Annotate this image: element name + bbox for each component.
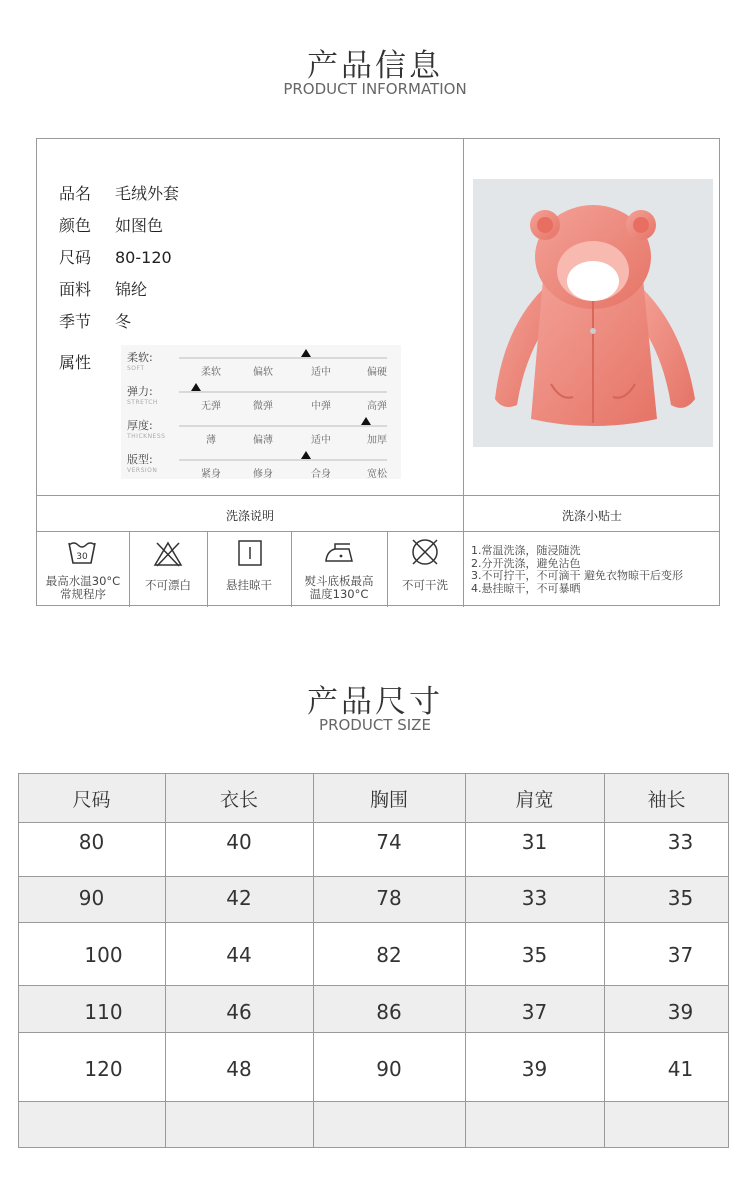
hang-dry-label: 悬挂晾干 [226, 578, 272, 592]
iron-label: 熨斗底板最高 温度130°C [304, 574, 374, 601]
table-cell: 48 [226, 1057, 252, 1081]
attr-size: 尺码 80-120 [59, 248, 172, 267]
table-gridline [18, 1147, 729, 1148]
wash-cell-bleach [129, 531, 207, 607]
divider [463, 139, 464, 531]
no-dry-clean-icon [410, 537, 440, 567]
attr-fabric: 面料 锦纶 [59, 280, 148, 299]
section-subtitle-info: PRODUCT INFORMATION [283, 80, 467, 98]
wash-30-icon [67, 539, 97, 565]
hang-dry-icon [237, 539, 263, 567]
property-sublabel: THICKNESS [127, 433, 166, 440]
property-option: 宽松 [367, 469, 387, 480]
table-gridline [18, 1101, 729, 1102]
section-subtitle-size: PRODUCT SIZE [319, 716, 431, 734]
table-cell: 44 [226, 943, 252, 967]
property-option: 适中 [311, 435, 331, 446]
property-option: 中弹 [311, 401, 331, 412]
property-track [179, 357, 387, 359]
table-gridline [18, 1032, 729, 1033]
property-label: 厚度: [127, 419, 153, 432]
wash-cell-dryclean [387, 531, 463, 607]
property-track [179, 391, 387, 393]
table-cell: 33 [521, 886, 548, 910]
wash-tips-title: 洗涤小贴士 [561, 509, 622, 523]
property-label: 柔软: [127, 351, 153, 364]
wash-instructions-title: 洗涤说明 [225, 509, 274, 523]
table-gridline [18, 822, 729, 823]
table-cell: 33 [667, 830, 694, 854]
table-cell: 31 [521, 830, 548, 854]
divider [37, 495, 719, 496]
jacket-image [473, 179, 713, 447]
table-cell: 90 [376, 1057, 402, 1081]
section-title-size: 产品尺寸 [307, 684, 443, 720]
table-gridline [18, 876, 729, 877]
table-cell: 37 [667, 943, 694, 967]
property-marker-icon [301, 349, 311, 357]
wash-tip: 3.不可拧干，不可滴干 避免衣物晾干后变形 [471, 569, 683, 582]
property-option: 偏软 [253, 367, 273, 378]
wash-temp-label: 最高水温30°C 常规程序 [45, 574, 121, 601]
attr-color: 颜色 如图色 [59, 216, 164, 235]
table-cell: 74 [376, 830, 402, 854]
property-option: 偏硬 [367, 367, 387, 378]
section-title-info: 产品信息 [307, 48, 443, 84]
property-marker-icon [301, 451, 311, 459]
table-cell: 90 [78, 886, 105, 910]
svg-text:30: 30 [76, 552, 88, 562]
table-cell: 86 [376, 1000, 402, 1024]
table-cell: 39 [667, 1000, 694, 1024]
wash-tip: 2.分开洗涤，避免沾色 [471, 556, 581, 570]
property-marker-icon [361, 417, 371, 425]
table-cell: 35 [667, 886, 694, 910]
table-header-cell: 衣长 [219, 789, 258, 811]
table-cell: 41 [667, 1057, 694, 1081]
property-option: 加厚 [367, 435, 387, 446]
attr-season: 季节 冬 [59, 312, 132, 331]
table-cell: 100 [84, 943, 123, 967]
property-track [179, 425, 387, 427]
property-option: 偏薄 [253, 435, 273, 446]
divider [463, 531, 464, 607]
property-option: 微弹 [253, 401, 273, 412]
wash-tips-list [471, 545, 683, 595]
iron-icon [323, 541, 355, 565]
wash-tip: 4.悬挂晾干，不可暴晒 [471, 581, 581, 595]
property-option: 无弹 [201, 401, 221, 412]
property-option: 适中 [311, 367, 331, 378]
property-sublabel: SOFT [127, 365, 145, 372]
property-track [179, 459, 387, 461]
table-cell: 40 [226, 830, 252, 854]
table-cell: 82 [376, 943, 402, 967]
property-option: 柔软 [201, 367, 221, 378]
wash-cell-temp [37, 531, 129, 607]
attr-properties-label: 属性 [59, 353, 92, 372]
wash-tip: 1.常温洗涤，随浸随洗 [471, 544, 581, 557]
wash-cell-hang [207, 531, 291, 607]
no-bleach-icon [153, 541, 183, 567]
table-cell: 46 [226, 1000, 252, 1024]
product-info-panel [36, 138, 720, 606]
property-option: 薄 [206, 435, 216, 446]
table-gridline [18, 985, 729, 986]
size-table [18, 773, 729, 1148]
table-cell: 42 [226, 886, 252, 910]
table-gridline [18, 773, 729, 774]
product-photo [473, 179, 713, 447]
table-cell: 35 [521, 943, 548, 967]
attr-name: 品名 毛绒外套 [59, 184, 180, 203]
table-cell: 39 [521, 1057, 548, 1081]
property-option: 修身 [253, 469, 273, 480]
property-sublabel: VERSION [127, 467, 158, 474]
property-label: 版型: [127, 453, 153, 466]
property-label: 弹力: [127, 385, 153, 398]
table-header-cell: 尺码 [72, 789, 111, 811]
table-gridline [604, 773, 605, 1148]
property-option: 合身 [311, 469, 331, 480]
table-cell: 110 [84, 1000, 123, 1024]
table-cell: 78 [376, 886, 402, 910]
no-bleach-label: 不可漂白 [145, 578, 191, 592]
no-dry-clean-label: 不可干洗 [402, 578, 448, 592]
table-cell: 80 [78, 830, 105, 854]
property-option: 高弹 [367, 401, 387, 412]
table-header-cell: 胸围 [369, 789, 408, 811]
property-sublabel: STRETCH [127, 399, 158, 406]
property-option: 紧身 [201, 469, 221, 480]
properties-scale [121, 345, 401, 479]
table-cell: 120 [84, 1057, 123, 1081]
table-cell: 37 [521, 1000, 548, 1024]
table-row-bg [18, 1101, 729, 1148]
table-gridline [18, 922, 729, 923]
property-marker-icon [191, 383, 201, 391]
table-header-cell: 肩宽 [515, 789, 554, 811]
table-header-cell: 袖长 [647, 789, 686, 811]
wash-cell-iron [291, 531, 387, 607]
